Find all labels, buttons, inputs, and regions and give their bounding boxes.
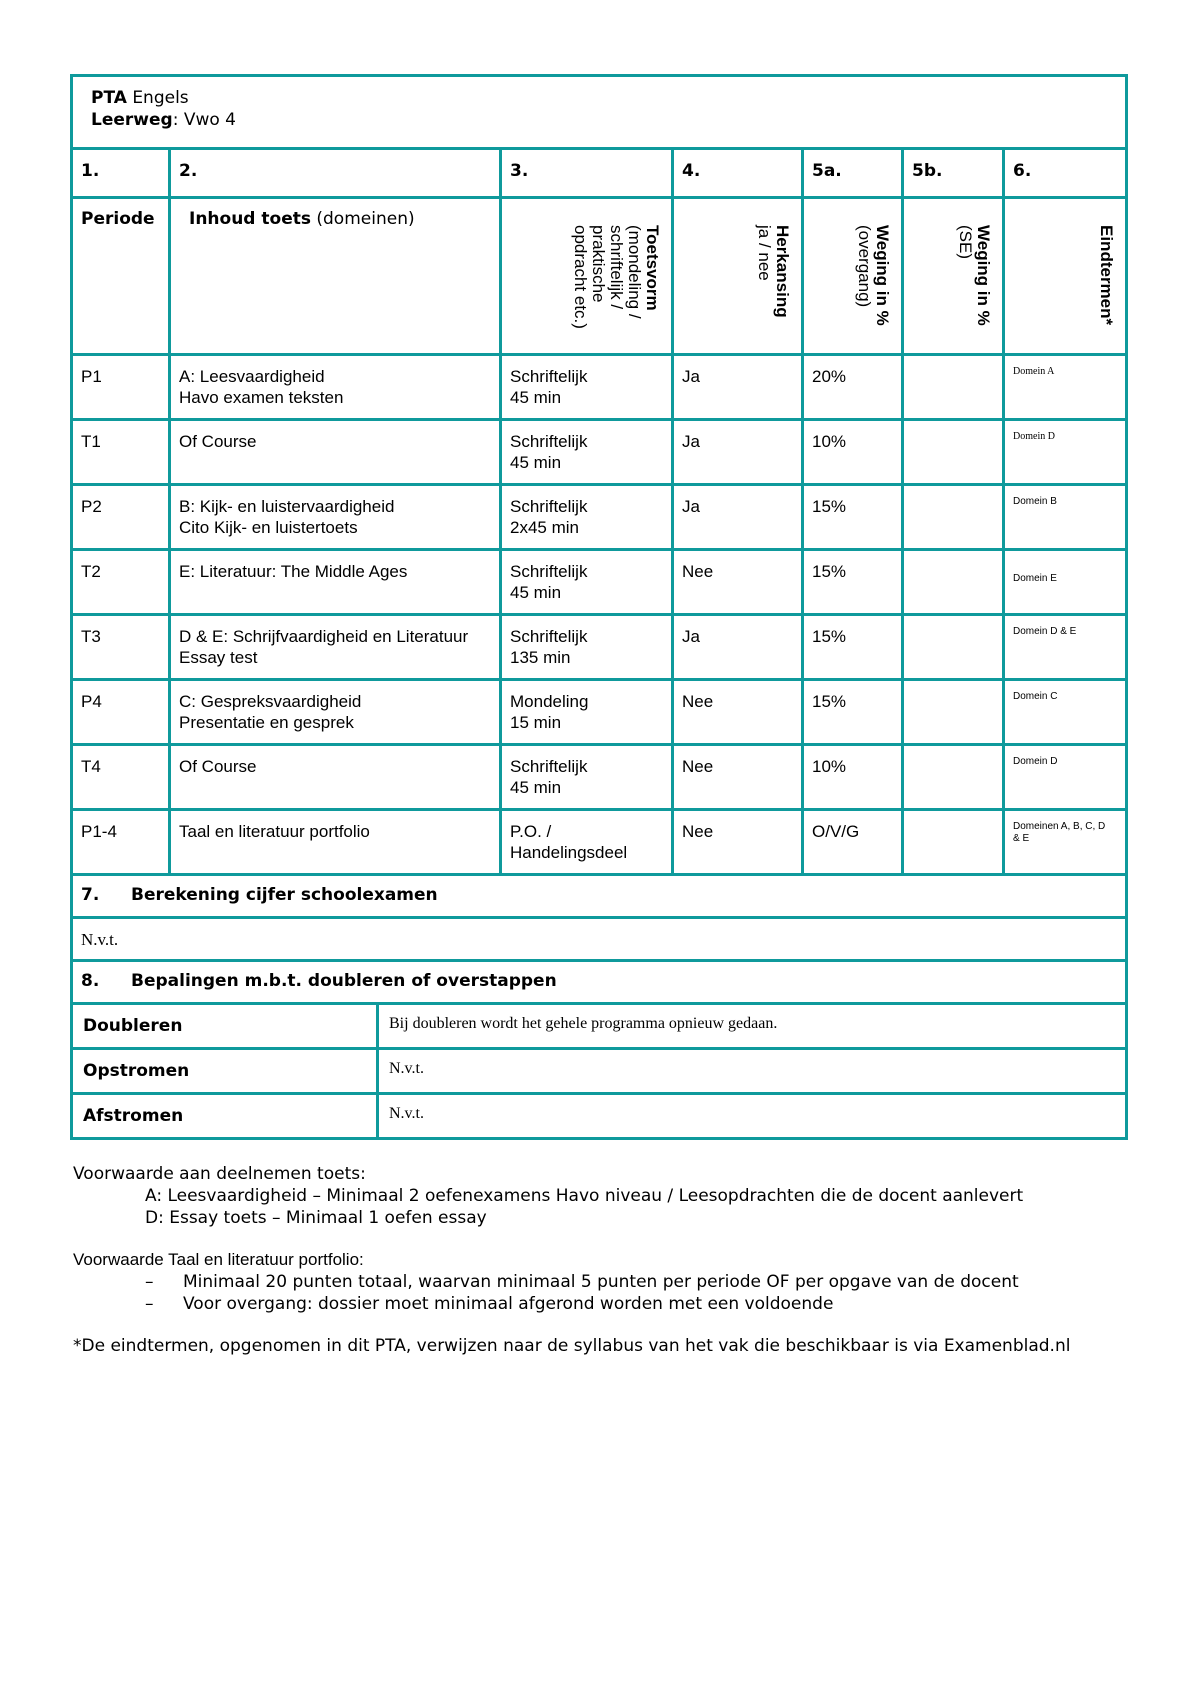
cell-periode: T1 — [81, 432, 101, 451]
header-toetsvorm: Toetsvorm (mondeling / schriftelijk / praktische opdracht etc.) — [571, 225, 662, 329]
cell-herkansing: Ja — [682, 432, 700, 451]
cell-eindtermen: Domein A — [1013, 366, 1055, 377]
cell-inhoud: E: Literatuur: The Middle Ages — [179, 562, 408, 581]
section-7-header — [72, 875, 1127, 918]
cell-herkansing: Ja — [682, 497, 700, 516]
cell-herkansing: Nee — [682, 562, 714, 581]
header-eindtermen: Eindtermen* — [1097, 225, 1117, 326]
bepaling-value: N.v.t. — [389, 1105, 424, 1122]
section-7-number: 7. — [81, 885, 100, 905]
cell-herkansing: Ja — [682, 627, 700, 646]
col-num-3: 3. — [501, 149, 673, 198]
table-row — [72, 485, 1127, 550]
section-7-value: N.v.t. — [81, 930, 119, 949]
bepaling-label: Opstromen — [83, 1061, 190, 1081]
cell-weging-se — [904, 746, 1002, 756]
column-header-row — [72, 198, 1127, 355]
bepaling-row — [72, 1004, 1127, 1049]
header-inhoud: Inhoud toets (domeinen) — [189, 209, 415, 229]
cell-eindtermen: Domein D — [1013, 431, 1055, 442]
voorwaarde-portfolio-title: Voorwaarde Taal en literatuur portfolio: — [73, 1250, 364, 1269]
cell-weging-overgang: 10% — [812, 432, 847, 451]
voorwaarde-toets-a: A: Leesvaardigheid – Minimaal 2 oefenexamens Havo niveau / Leesopdrachten die de docent aanlevert — [145, 1186, 1024, 1206]
table-row — [72, 745, 1127, 810]
table-row — [72, 615, 1127, 680]
cell-eindtermen: Domein C — [1013, 691, 1058, 702]
bepaling-value: N.v.t. — [389, 1060, 424, 1077]
leerweg: Leerweg: Vwo 4 — [91, 110, 236, 130]
cell-herkansing: Nee — [682, 692, 714, 711]
section-7-title: Berekening cijfer schoolexamen — [131, 885, 438, 905]
bepaling-value: Bij doubleren wordt het gehele programma opnieuw gedaan. — [389, 1015, 778, 1032]
title-row — [72, 76, 1127, 149]
cell-periode: P1 — [81, 367, 102, 386]
cell-toetsvorm: Schriftelijk 135 min — [510, 627, 588, 667]
cell-weging-se — [904, 616, 1002, 626]
voorwaarde-toets-d: D: Essay toets – Minimaal 1 oefen essay — [145, 1208, 487, 1228]
section-8-title: Bepalingen m.b.t. doubleren of overstappen — [131, 971, 557, 991]
cell-weging-se — [904, 811, 1002, 821]
table-row — [72, 680, 1127, 745]
bepaling-row — [72, 1094, 1127, 1139]
cell-inhoud: B: Kijk- en luistervaardigheid Cito Kijk- en luistertoets — [179, 497, 395, 537]
bepalingen-table — [70, 1002, 1128, 1140]
cell-weging-se — [904, 681, 1002, 691]
cell-weging-se — [904, 421, 1002, 431]
col-num-6: 6. — [1004, 149, 1127, 198]
table-row — [72, 810, 1127, 875]
cell-weging-overgang: 15% — [812, 497, 847, 516]
cell-inhoud: Taal en literatuur portfolio — [179, 822, 370, 841]
cell-eindtermen: Domein D — [1013, 756, 1058, 767]
cell-weging-overgang: 15% — [812, 627, 847, 646]
pta-title: PTA Engels — [91, 88, 189, 108]
cell-eindtermen: Domeinen A, B, C, D & E — [1013, 821, 1106, 844]
cell-periode: P1-4 — [81, 822, 117, 841]
cell-weging-se — [904, 486, 1002, 496]
section-7-value-row — [72, 918, 1127, 961]
cell-weging-overgang: 15% — [812, 692, 847, 711]
cell-periode: T2 — [81, 562, 101, 581]
cell-weging-overgang: 10% — [812, 757, 847, 776]
cell-weging-overgang: 15% — [812, 562, 847, 581]
cell-herkansing: Nee — [682, 757, 714, 776]
section-8-header — [72, 961, 1127, 1004]
header-periode: Periode — [81, 209, 155, 229]
col-num-5a: 5a. — [803, 149, 903, 198]
cell-weging-overgang: O/V/G — [812, 822, 860, 841]
bepaling-label: Doubleren — [83, 1016, 183, 1036]
cell-periode: T4 — [81, 757, 101, 776]
cell-inhoud: Of Course — [179, 757, 257, 776]
section-8-number: 8. — [81, 971, 100, 991]
header-herkansing: Herkansing ja / nee — [755, 225, 792, 318]
cell-toetsvorm: P.O. / Handelingsdeel — [510, 822, 628, 862]
bepaling-row — [72, 1049, 1127, 1094]
col-num-2: 2. — [170, 149, 501, 198]
header-weging-overgang: Weging in % (overgang) — [855, 225, 892, 326]
col-num-1: 1. — [72, 149, 170, 198]
voorwaarde-toets-title: Voorwaarde aan deelnemen toets: — [73, 1164, 366, 1184]
cell-toetsvorm: Schriftelijk 45 min — [510, 757, 588, 797]
cell-eindtermen: Domein B — [1013, 496, 1057, 507]
col-num-5b: 5b. — [903, 149, 1004, 198]
notes — [73, 1163, 1153, 1357]
cell-toetsvorm: Schriftelijk 45 min — [510, 562, 588, 602]
pta-document — [70, 74, 1125, 1140]
cell-eindtermen: Domein D & E — [1013, 626, 1077, 637]
footnote: *De eindtermen, opgenomen in dit PTA, verwijzen naar de syllabus van het vak die beschikbaar is via Examenblad.nl — [73, 1336, 1071, 1356]
table-row — [72, 550, 1127, 615]
cell-toetsvorm: Mondeling 15 min — [510, 692, 589, 732]
cell-inhoud: Of Course — [179, 432, 257, 451]
cell-periode: P2 — [81, 497, 102, 516]
cell-weging-overgang: 20% — [812, 367, 847, 386]
cell-toetsvorm: Schriftelijk 2x45 min — [510, 497, 588, 537]
cell-toetsvorm: Schriftelijk 45 min — [510, 432, 588, 472]
cell-inhoud: C: Gespreksvaardigheid Presentatie en gesprek — [179, 692, 362, 732]
voorwaarde-portfolio-item: – Minimaal 20 punten totaal, waarvan minimaal 5 punten per periode OF per opgave van de docent — [145, 1272, 1019, 1292]
header-weging-se: Weging in % (SE) — [956, 225, 993, 326]
cell-periode: P4 — [81, 692, 102, 711]
column-number-row — [72, 149, 1127, 198]
voorwaarde-portfolio-item: – Voor overgang: dossier moet minimaal afgerond worden met een voldoende — [145, 1294, 834, 1314]
cell-inhoud: D & E: Schrijfvaardigheid en Literatuur Essay test — [179, 627, 469, 667]
cell-weging-se — [904, 551, 1002, 561]
cell-herkansing: Ja — [682, 367, 700, 386]
table-row — [72, 355, 1127, 420]
table-row — [72, 420, 1127, 485]
cell-herkansing: Nee — [682, 822, 714, 841]
col-num-4: 4. — [673, 149, 803, 198]
cell-inhoud: A: Leesvaardigheid Havo examen teksten — [179, 367, 344, 407]
cell-eindtermen: Domein E — [1013, 573, 1057, 584]
cell-periode: T3 — [81, 627, 101, 646]
pta-table — [70, 74, 1128, 1005]
bepaling-label: Afstromen — [83, 1106, 184, 1126]
cell-toetsvorm: Schriftelijk 45 min — [510, 367, 588, 407]
cell-weging-se — [904, 356, 1002, 366]
